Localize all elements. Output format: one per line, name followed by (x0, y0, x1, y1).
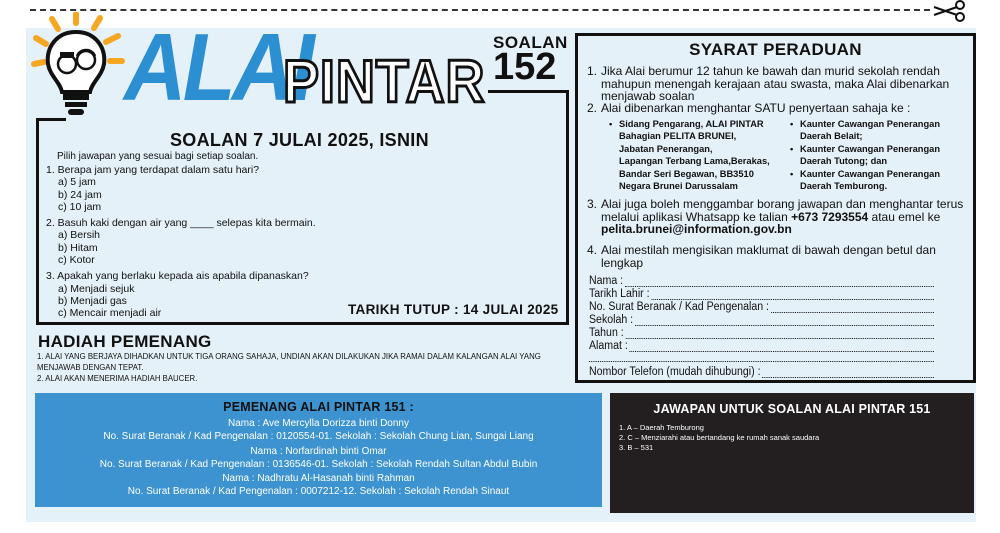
form-input-line[interactable] (626, 330, 934, 339)
form-label: Sekolah : (589, 314, 634, 326)
rule-text: Jika Alai berumur 12 tahun ke bawah dan murid sekolah rendah mahupun menengah kerajaan atau swasta, maka Alai dibenarkan menjawab soalan (601, 64, 950, 103)
winner-details: No. Surat Beranak / Kad Pengenalan : 0136546-01. Sekolah : Sekolah Rendah Sultan Abdul Bubin (99, 458, 538, 470)
rule-number: 1. (587, 64, 598, 78)
answer-option[interactable]: c) 10 jam (58, 200, 102, 213)
form-field-tarikh-lahir[interactable] (589, 288, 934, 300)
email-address: pelita.brunei@information.gov.bn (601, 222, 792, 236)
quiz-instruction: Pilih jawapan yang sesuai bagi setiap soalan. (57, 151, 259, 162)
answer-option[interactable]: b) Hitam (58, 241, 98, 254)
address-line: Lapangan Terbang Lama,Berakas, (619, 156, 770, 167)
quiz-date-title: SOALAN 7 JULAI 2025, ISNIN (170, 130, 429, 150)
deadline: TARIKH TUTUP : 14 JULAI 2025 (348, 302, 559, 317)
rule-number: 3. (587, 197, 598, 211)
winner-details: No. Surat Beranak / Kad Pengenalan : 0120554-01. Sekolah : Sekolah Chung Lian, Sungai Liang (103, 430, 534, 442)
winners-title: PEMENANG ALAI PINTAR 151 : (223, 400, 414, 414)
winner-entry (35, 418, 602, 443)
form-label: Tarikh Lahir : (589, 288, 650, 300)
whatsapp-number: +673 7293554 (791, 209, 869, 224)
counter-item: • Kaunter Cawangan Penerangan Daerah Tutong; dan (790, 143, 940, 168)
question-text: 1. Berapa jam yang terdapat dalam satu hari? (46, 164, 260, 176)
address-line: Bahagian PELITA BRUNEI, (619, 131, 737, 142)
form-input-line[interactable] (625, 278, 934, 287)
answer-option[interactable]: b) 24 jam (58, 188, 102, 201)
rule-text: atau emel ke (868, 209, 941, 224)
form-input-line[interactable] (771, 304, 934, 313)
winner-name: Nama : Norfardinah binti Omar (250, 446, 387, 457)
answer-option[interactable]: a) 5 jam (58, 176, 96, 189)
question-2 (46, 217, 316, 266)
winner-entry (35, 446, 602, 471)
answers-list (619, 423, 819, 453)
form-label: Tahun : (589, 327, 624, 339)
form-field-sekolah[interactable] (589, 314, 934, 326)
winner-details: No. Surat Beranak / Kad Pengenalan : 0007212-12. Sekolah : Sekolah Rendah Sinaut (127, 485, 510, 497)
answer-option[interactable]: c) Mencair menjadi air (58, 307, 162, 320)
form-input-line[interactable] (630, 343, 934, 352)
counter-item: • Kaunter Cawangan Penerangan Daerah Belait; (790, 118, 940, 143)
prize-notes (37, 351, 567, 384)
answers-title: JAWAPAN UNTUK SOALAN ALAI PINTAR 151 (653, 402, 931, 416)
address-line: Jabatan Penerangan, (619, 143, 713, 154)
logo-pintar: PINTAR (283, 48, 486, 115)
prize-title: HADIAH PEMENANG (38, 332, 212, 351)
form-label: Alamat : (589, 340, 628, 352)
question-3 (46, 270, 316, 319)
form-input-line[interactable] (589, 353, 934, 362)
quiz-frame-top-right (488, 90, 568, 93)
soalan-number: 152 (493, 46, 557, 88)
form-label: Nombor Telefon (mudah dihubungi) : (589, 366, 761, 378)
form-input-line[interactable] (762, 369, 934, 378)
address-block (609, 118, 784, 192)
form-input-line[interactable] (651, 291, 934, 300)
question-list (46, 164, 316, 320)
rule-text: Alai mestilah mengisikan maklumat di bawah dengan betul dan lengkap (601, 243, 936, 270)
counter-block (790, 118, 940, 192)
counter-item: • Kaunter Cawangan Penerangan Daerah Temburong. (790, 168, 940, 193)
rule-text: Alai dibenarkan menghantar SATU penyertaan sahaja ke : (601, 101, 911, 115)
answer-option[interactable]: b) Menjadi gas (58, 294, 127, 307)
winner-name: Nama : Ave Mercylla Dorizza binti Donny (228, 418, 409, 429)
form-field-ic[interactable] (589, 301, 934, 313)
answers-panel (610, 393, 974, 513)
prize-note: 1. ALAI YANG BERJAYA DIHADKAN UNTUK TIGA ORANG SAHAJA, UNDIAN AKAN DILAKUKAN JIKA RAMAI DALAM KALANGAN ALAI YANG MENJAWAB DENGAN TEPAT. (37, 352, 541, 372)
form-label: No. Surat Beranak / Kad Pengenalan : (589, 301, 769, 313)
form-field-alamat-2[interactable] (589, 353, 934, 362)
answer-option[interactable]: c) Kotor (58, 254, 95, 267)
address-line: • Sidang Pengarang, ALAI PINTAR (609, 118, 784, 130)
form-field-tahun[interactable] (589, 327, 934, 339)
question-text: 3. Apakah yang berlaku kepada ais apabila dipanaskan? (46, 270, 309, 283)
lightbulb-logo-icon (30, 12, 130, 122)
address-line: Negara Brunei Darussalam (619, 181, 738, 192)
form-input-line[interactable] (635, 317, 934, 326)
question-1 (46, 164, 316, 213)
answer-item: 3. B – 531 (619, 443, 654, 452)
scissors-icon (930, 0, 968, 22)
rule-1 (587, 65, 967, 103)
address-line: Bandar Seri Begawan, BB3510 (619, 168, 754, 179)
answer-item: 1. A – Daerah Temburong (619, 423, 704, 432)
rule-4 (587, 244, 972, 269)
question-text: 2. Basuh kaki dengan air yang ____ selepas kita bermain. (46, 217, 316, 230)
cut-line (30, 9, 930, 11)
form-field-nama[interactable] (589, 275, 934, 287)
form-field-telefon[interactable] (589, 366, 934, 378)
rule-3 (587, 198, 972, 236)
winners-panel (35, 393, 602, 507)
answer-item: 2. C – Menziarahi atau bertandang ke rumah sanak saudara (619, 433, 820, 442)
form-field-alamat[interactable] (589, 340, 934, 352)
rules-title: SYARAT PERADUAN (689, 40, 862, 59)
winner-entry (35, 473, 602, 498)
form-label: Nama : (589, 275, 624, 287)
rule-2 (587, 102, 967, 115)
answer-option[interactable]: a) Bersih (58, 229, 101, 242)
prize-note: 2. ALAI AKAN MENERIMA HADIAH BAUCER. (37, 374, 198, 383)
logo-alai: ALAI (124, 14, 312, 121)
quiz-frame-side-right (566, 90, 569, 120)
rule-number: 4. (587, 243, 598, 257)
soalan-label: SOALAN (493, 33, 568, 52)
winner-name: Nama : Nadhratu Al-Hasanah binti Rahman (222, 473, 415, 484)
rule-text: Alai juga boleh menggambar borang jawapan dan menghantar terus melalui aplikasi Whatsapp ke talian (601, 197, 964, 224)
answer-option[interactable]: a) Menjadi sejuk (58, 282, 135, 295)
rule-number: 2. (587, 101, 598, 115)
rules-panel (575, 33, 976, 383)
